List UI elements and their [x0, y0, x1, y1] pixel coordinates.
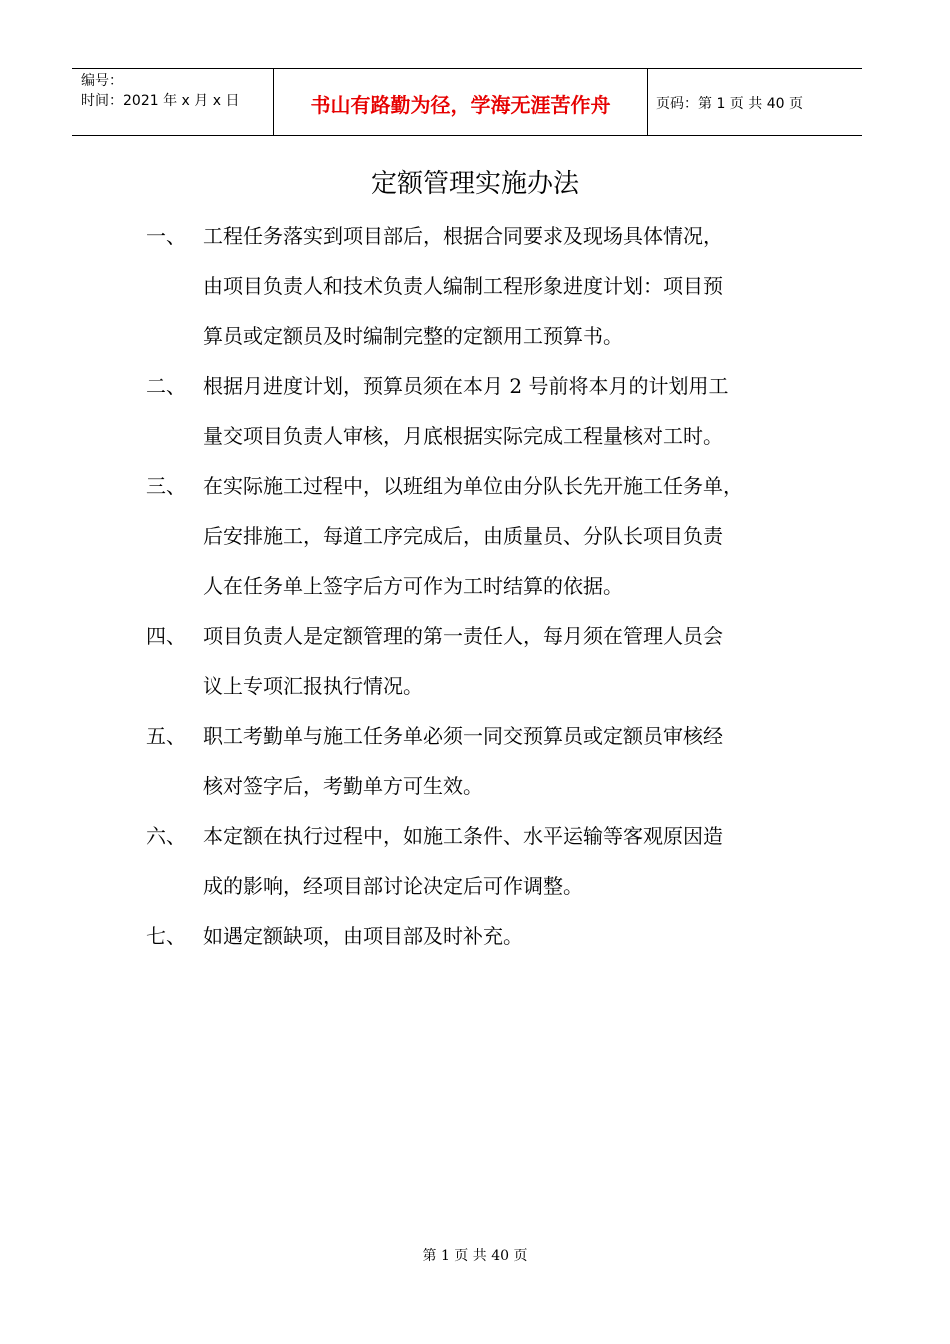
- article-text-line: 如遇定额缺项，由项目部及时补充。: [203, 924, 523, 948]
- article-number: 三、: [146, 474, 186, 498]
- article-number: 七、: [146, 924, 186, 948]
- header-motto-cell: [273, 69, 648, 135]
- article-text-line: 职工考勤单与施工任务单必须一同交预算员或定额员审核经: [203, 724, 723, 748]
- header-page-info: 页码：第 1 页 共 40 页: [656, 96, 803, 112]
- header-meta-cell: [72, 69, 273, 135]
- page-header: [72, 68, 862, 136]
- article-number: 六、: [146, 824, 186, 848]
- article-text-line: 项目负责人是定额管理的第一责任人，每月须在管理人员会: [203, 624, 723, 648]
- article-text-line: 由项目负责人和技术负责人编制工程形象进度计划：项目预: [203, 274, 723, 298]
- article-number: 二、: [146, 374, 186, 398]
- article-text-line: 人在任务单上签字后方可作为工时结算的依据。: [203, 574, 623, 598]
- header-motto: 书山有路勤为径，学海无涯苦作舟: [310, 93, 611, 117]
- article-text-line: 根据月进度计划，预算员须在本月 2 号前将本月的计划用工: [203, 374, 729, 398]
- article-number: 五、: [146, 724, 186, 748]
- article-text-line: 在实际施工过程中，以班组为单位由分队长先开施工任务单，: [203, 474, 743, 498]
- article-number: 四、: [146, 624, 186, 648]
- serial-number-label: 编号：: [81, 73, 123, 89]
- article-text-line: 核对签字后，考勤单方可生效。: [203, 774, 483, 798]
- article-text-line: 工程任务落实到项目部后，根据合同要求及现场具体情况，: [203, 224, 723, 248]
- date-label: 时间：2021 年 x 月 x 日: [81, 93, 240, 109]
- page-footer: 第 1 页 共 40 页: [422, 1248, 528, 1264]
- article-text-line: 议上专项汇报执行情况。: [203, 674, 423, 698]
- article-text-line: 量交项目负责人审核，月底根据实际完成工程量核对工时。: [203, 424, 723, 448]
- article-text-line: 本定额在执行过程中，如施工条件、水平运输等客观原因造: [203, 824, 723, 848]
- article-text-line: 后安排施工，每道工序完成后，由质量员、分队长项目负责: [203, 524, 723, 548]
- header-page-cell: [648, 69, 862, 135]
- article-number: 一、: [146, 224, 186, 248]
- article-text-line: 成的影响，经项目部讨论决定后可作调整。: [203, 874, 583, 898]
- article-text-line: 算员或定额员及时编制完整的定额用工预算书。: [203, 324, 623, 348]
- document-title: 定额管理实施办法: [370, 169, 579, 199]
